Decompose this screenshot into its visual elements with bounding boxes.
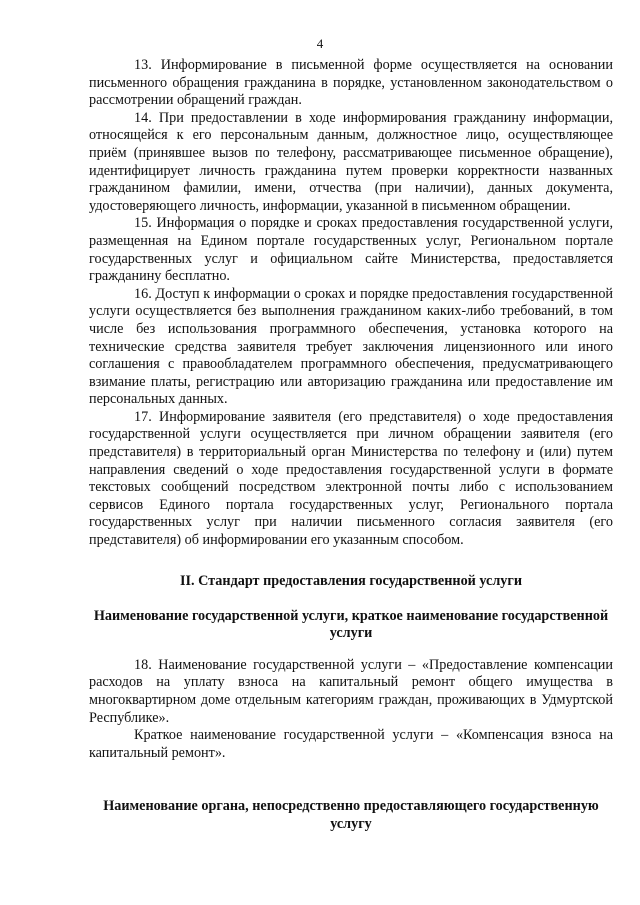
document-body — [89, 57, 613, 848]
subsection-title-providing-body: Наименование органа, непосредственно предоставляющего государственную услугу — [103, 798, 599, 832]
paragraph-18: 18. Наименование государственной услуги – «Предоставление компенсации расходов на уплату взноса на капитальный ремонт общего имущества в многоквартирном доме отдельным категориям граждан, проживающих в Удмуртской Республике». — [89, 656, 613, 726]
subsection-title-service-name: Наименование государственной услуги, краткое наименование государственной услуги — [93, 607, 609, 642]
page-number: 4 — [316, 36, 324, 51]
paragraph-17: 17. Информирование заявителя (его представителя) о ходе предоставления государственной услуги осуществляется при личном обращении заявителя (его представителя) в территориальный орган Министерства по телефону и (или) путем направления сведений о ходе предоставления государственной услуги в формате текстовых сообщений посредством электронной почты либо с использованием сервисов Единого портала государственных услуг, Регионального портала государственных услуг при наличии письменного согласия заявителя (его представителя) об информировании его указанным способом. — [89, 408, 613, 549]
paragraph-15: 15. Информация о порядке и сроках предоставления государственной услуги, размещенная на Едином портале государственных услуг, Региональном портале государственных услуг и официальном сайте Министерства, предоставляется гражданину бесплатно. — [89, 215, 613, 285]
paragraph-16: 16. Доступ к информации о сроках и порядке предоставления государственной услуги осуществляется без выполнения гражданином каких-либо требований, в том числе без использования программного обеспечения, установка которого на технические средства заявителя требует заключения лицензионного или иного соглашения с правообладателем программного обеспечения, предусматривающего взимание платы, регистрацию или авторизацию гражданина или предоставление им персональных данных. — [89, 285, 613, 408]
paragraph-13: 13. Информирование в письменной форме осуществляется на основании письменного обращения гражданина в порядке, установленном законодательством о рассмотрении обращений граждан. — [89, 57, 613, 109]
section-title: II. Стандарт предоставления государственной услуги — [179, 572, 523, 589]
paragraph-short-name: Краткое наименование государственной услуги – «Компенсация взноса на капитальный ремонт». — [89, 727, 613, 761]
paragraph-14: 14. При предоставлении в ходе информирования гражданину информации, относящейся к его персональным данным, должностное лицо, осуществляющее приём (принявшее вызов по телефону, рассматривающее письменное обращение), идентифицирует личность гражданина путем проверки корректности названных гражданином фамилии, имени, отчества (при наличии), данных документа, удостоверяющего личность, информации, указанной в письменном обращении. — [89, 109, 613, 214]
